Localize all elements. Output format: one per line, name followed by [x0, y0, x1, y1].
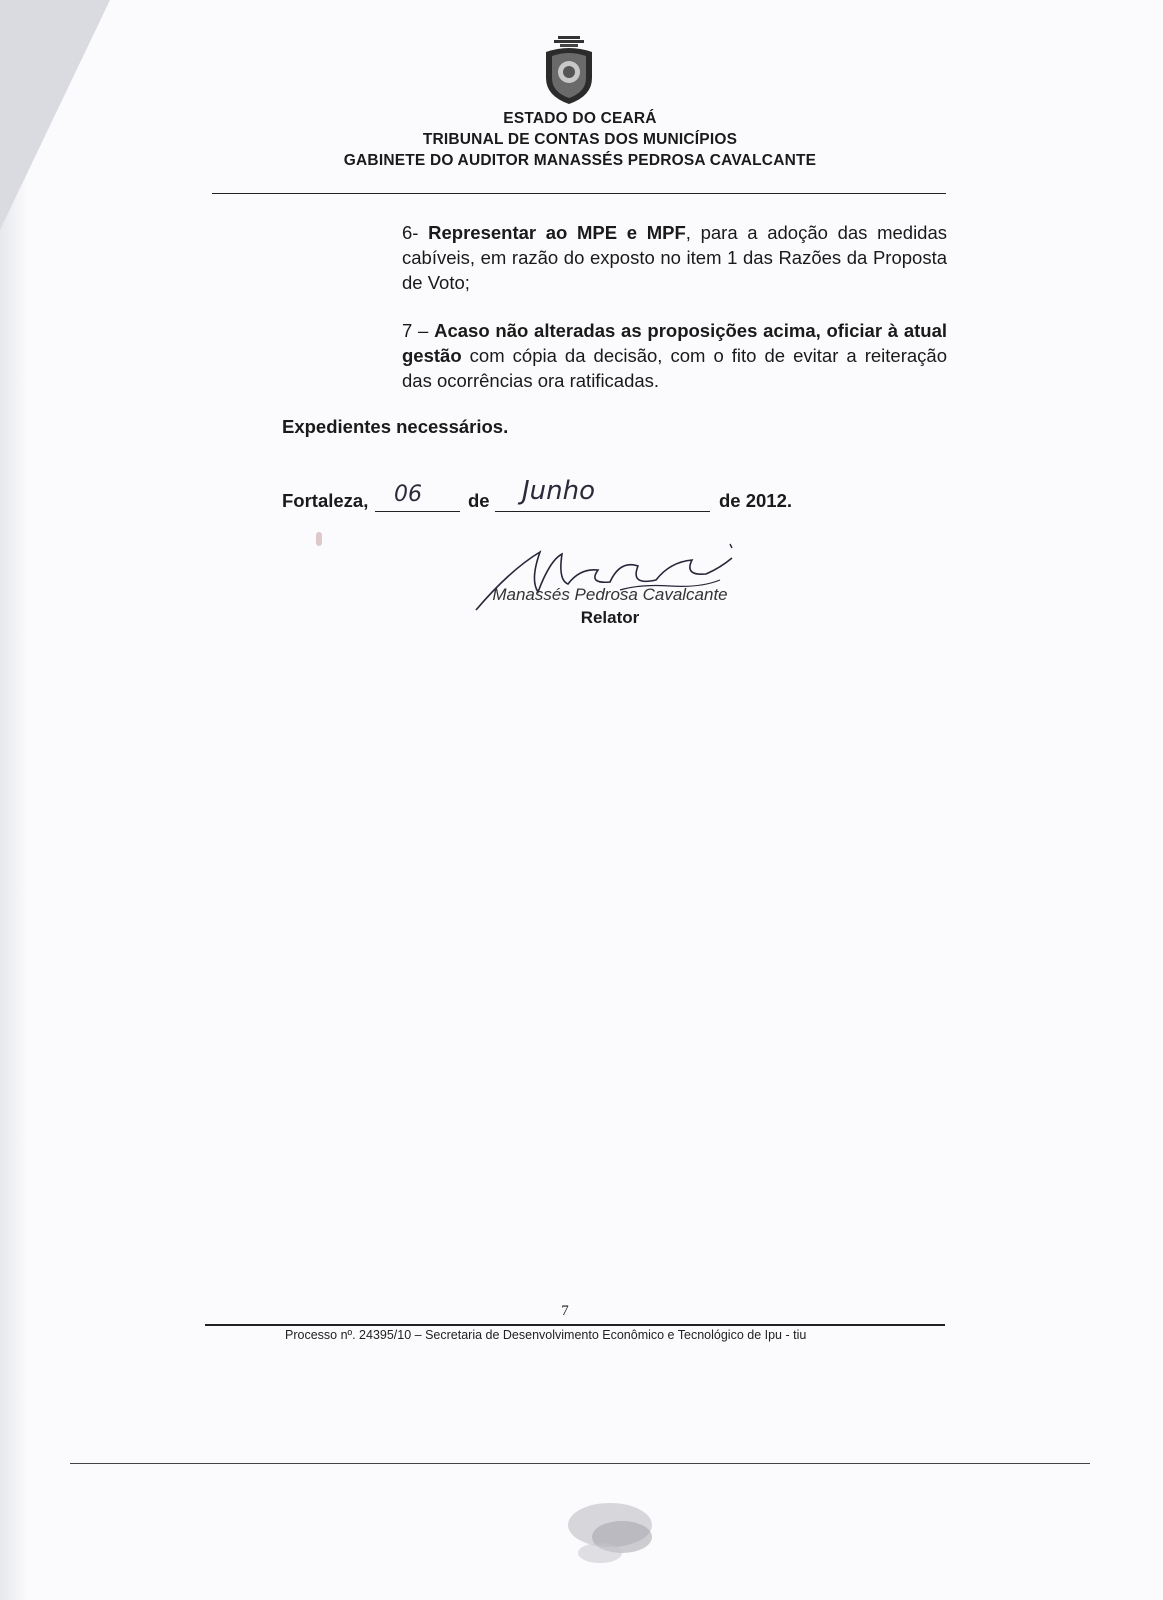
date-day-handwritten: 06 — [394, 482, 422, 507]
page-number: 7 — [561, 1303, 569, 1319]
date-month-handwritten: Junho — [522, 476, 596, 506]
footer-divider — [205, 1324, 945, 1326]
ceara-coat-of-arms-icon — [538, 36, 600, 106]
bottom-page-edge — [70, 1463, 1090, 1464]
expedientes-line: Expedientes necessários. — [282, 416, 509, 437]
date-year: de 2012. — [719, 490, 793, 511]
item-6-number: 6- — [402, 222, 429, 243]
item-6-text: , para a adoção das medidas cabíveis, em razão do exposto no item 1 das Razões da Proposta de Voto; — [402, 222, 948, 293]
ink-mark — [316, 532, 322, 546]
item-7-emphasis: Acaso não alteradas as proposições acima, oficiar à atual gestão — [402, 320, 948, 366]
date-de: de — [468, 490, 490, 511]
month-blank — [495, 511, 710, 512]
date-city: Fortaleza, — [282, 490, 369, 511]
item-6-paragraph — [402, 220, 947, 295]
header-tribunal: TRIBUNAL DE CONTAS DOS MUNICÍPIOS — [422, 131, 738, 148]
header-divider — [212, 193, 946, 194]
signer-name: Manassés Pedrosa Cavalcante — [492, 585, 728, 604]
header-office: GABINETE DO AUDITOR MANASSÉS PEDROSA CAVALCANTE — [343, 152, 817, 169]
scan-smudge — [560, 1495, 670, 1575]
folded-corner — [0, 0, 110, 230]
footer-process-text: Processo nº. 24395/10 – Secretaria de Desenvolvimento Econômico e Tecnológico de Ipu - tiu — [285, 1328, 807, 1342]
item-6-emphasis: Representar ao MPE e MPF — [428, 222, 686, 243]
signer-role: Relator — [580, 608, 640, 627]
header-state: ESTADO DO CEARÁ — [503, 110, 657, 127]
item-7-paragraph — [402, 318, 947, 393]
day-blank — [375, 511, 460, 512]
page-edge-shadow — [0, 0, 28, 1600]
item-7-text: com cópia da decisão, com o fito de evitar a reiteração das ocorrências ora ratificadas. — [402, 345, 947, 391]
date-line — [282, 476, 842, 520]
item-7-number: 7 – — [402, 320, 435, 341]
